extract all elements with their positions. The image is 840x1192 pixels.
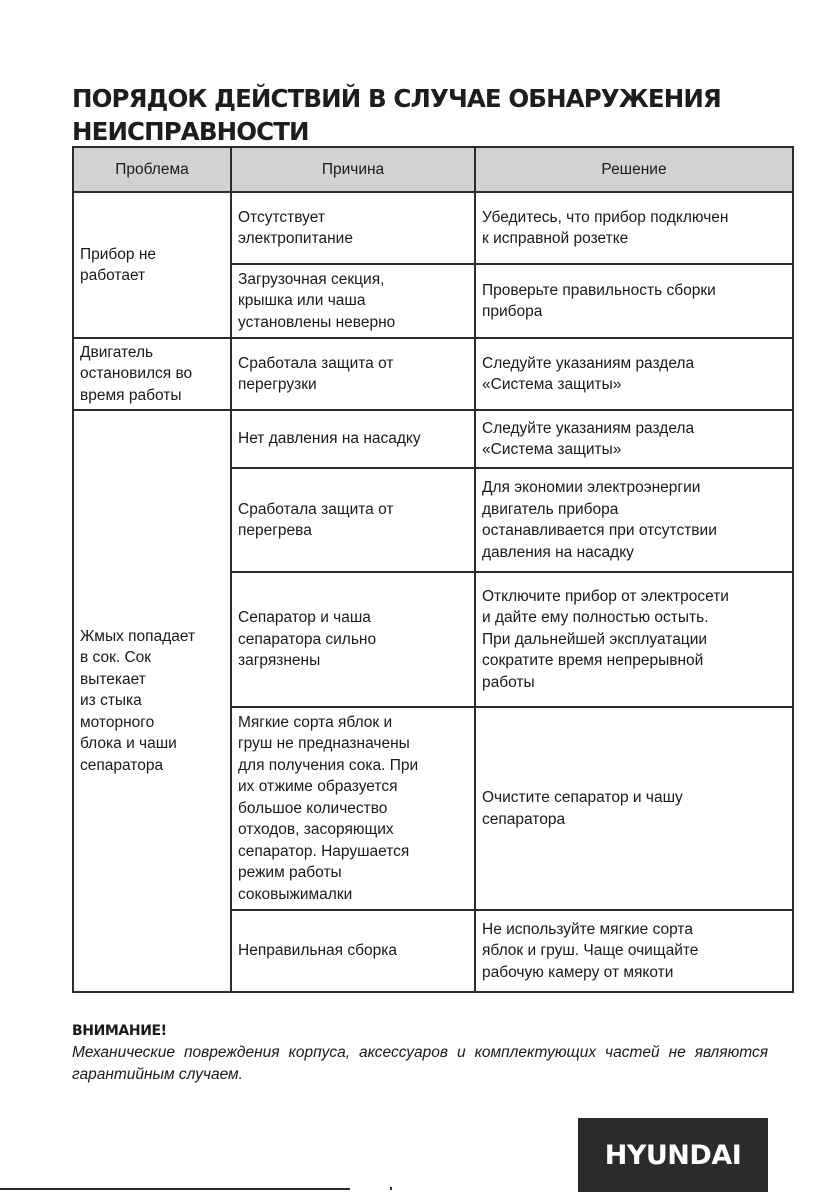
solution-cell: Убедитесь, что прибор подключен к исправной розетке [475,192,793,264]
brand-logo-text: HYUNDAI [604,1139,742,1171]
cause-cell: Загрузочная секция, крышка или чаша установлены неверно [231,264,475,338]
cause-cell: Отсутствует электропитание [231,192,475,264]
cause-cell: Мягкие сорта яблок и груш не предназначены для получения сока. При их отжиме образуется большое количество отходов, засоряющих сепаратор. Нарушается режим работы соковыжималки [231,707,475,910]
troubleshooting-table [72,146,794,993]
cause-cell: Сепаратор и чаша сепаратора сильно загрязнены [231,572,475,707]
solution-cell: Для экономии электроэнергии двигатель прибора останавливается при отсутствии давления на насадку [475,468,793,572]
solution-cell: Проверьте правильность сборки прибора [475,264,793,338]
header-problem: Проблема [73,147,231,192]
table-header-row [73,147,793,192]
cause-cell: Сработала защита от перегрева [231,468,475,572]
solution-cell: Не используйте мягкие сорта яблок и груш. Чаще очищайте рабочую камеру от мякоти [475,910,793,992]
page-title-line-2: НЕИСПРАВНОСТИ [72,117,309,147]
table-row [73,410,793,468]
cause-cell: Нет давления на насадку [231,410,475,468]
table-row [73,338,793,410]
cause-cell: Сработала защита от перегрузки [231,338,475,410]
problem-cell: Прибор не работает [73,192,231,338]
problem-cell: Жмых попадает в сок. Сок вытекает из стыка моторного блока и чаши сепаратора [73,410,231,992]
warning-heading: ВНИМАНИЕ! [72,1023,167,1039]
page-title [72,82,792,148]
warning-block [72,1020,768,1086]
solution-cell: Отключите прибор от электросети и дайте ему полностью остыть. При дальнейшей эксплуатации сократите время непрерывной работы [475,572,793,707]
page-title-line-1: ПОРЯДОК ДЕЙСТВИЙ В СЛУЧАЕ ОБНАРУЖЕНИЯ [72,84,721,114]
cause-cell: Неправильная сборка [231,910,475,992]
table-row [73,192,793,264]
solution-cell: Следуйте указаниям раздела «Система защиты» [475,410,793,468]
solution-cell: Следуйте указаниям раздела «Система защиты» [475,338,793,410]
brand-logo [578,1118,768,1192]
footer-mark [390,1187,392,1190]
footer-divider [0,1188,350,1190]
header-cause: Причина [231,147,475,192]
warning-text: Механические повреждения корпуса, аксессуаров и комплектующих частей не являются гарантийным случаем. [72,1044,768,1083]
solution-cell: Очистите сепаратор и чашу сепаратора [475,707,793,910]
problem-cell: Двигатель остановился во время работы [73,338,231,410]
header-solution: Решение [475,147,793,192]
